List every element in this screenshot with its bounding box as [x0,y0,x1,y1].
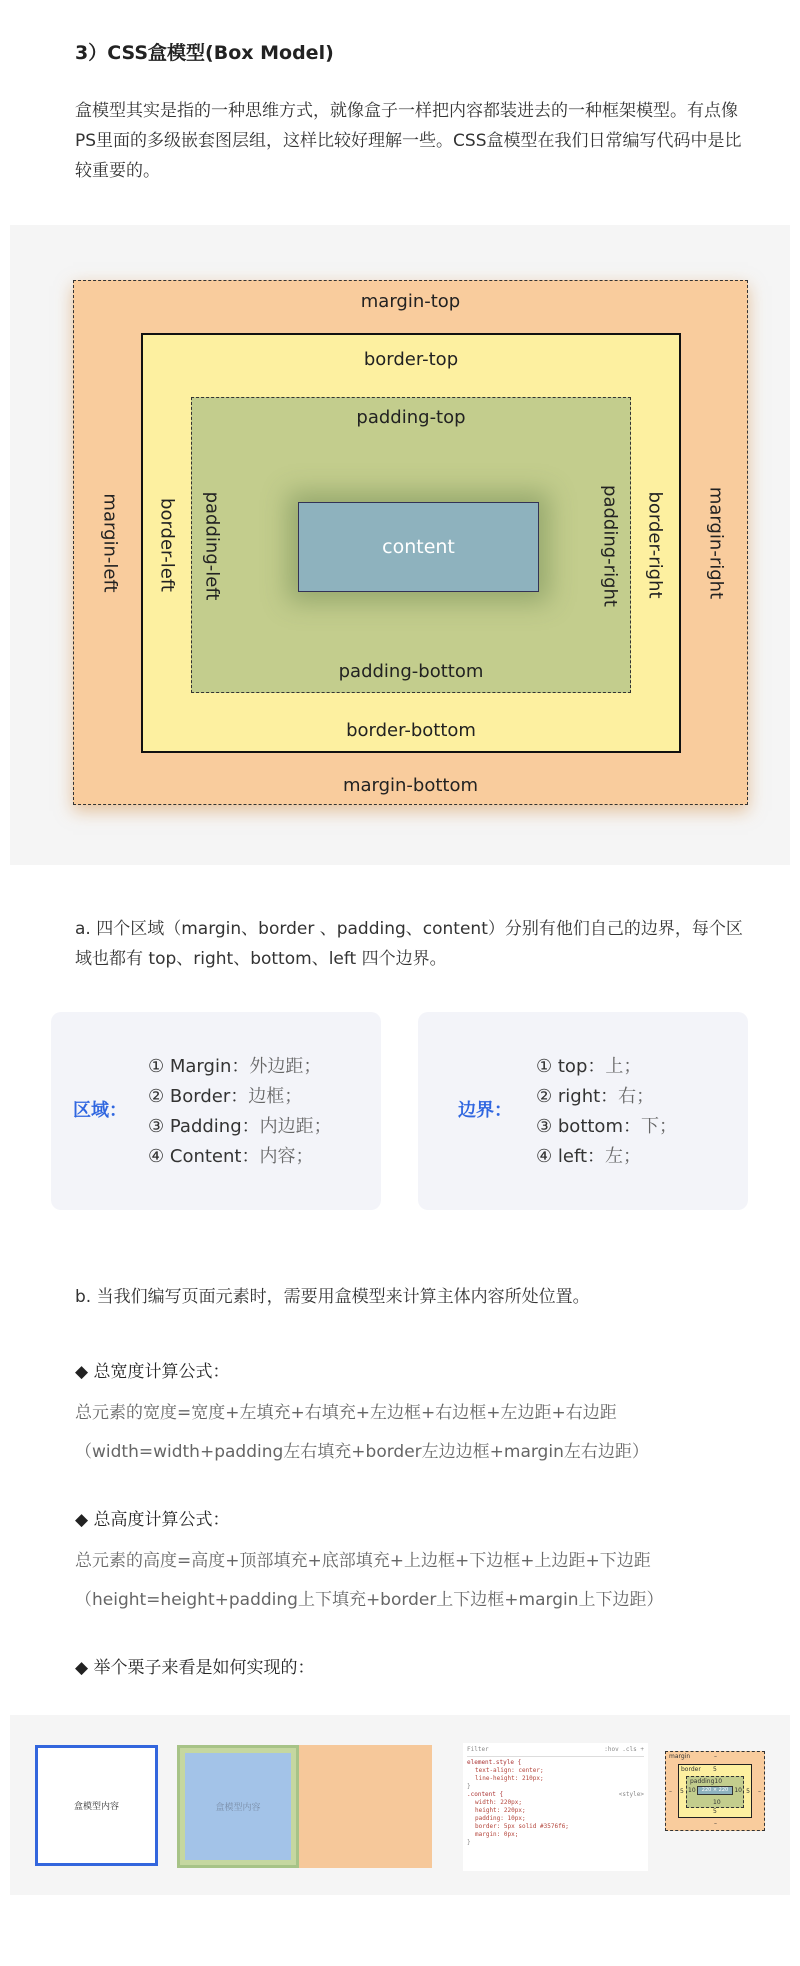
devtools-tools[interactable]: :hov .cls + [604,1746,644,1753]
intro-paragraph: 盒模型其实是指的一种思维方式，就像盒子一样把内容都装进去的一种框架模型。有点像PS里面的多级嵌套图层组，这样比较好理解一些。CSS盒模型在我们日常编写代码中是比较重要的。 [75,101,742,181]
mini-margin-left: – [669,1788,672,1795]
list-item: ② right：右； [536,1086,655,1107]
border-left-label: border-left [156,498,178,592]
list-item: ② Border：边框； [148,1086,303,1107]
mini-padding-label: padding10 [690,1778,723,1785]
example-box-rendered: 盒模型内容 [35,1745,158,1866]
code-property: width: 220px; [475,1799,522,1806]
code-source[interactable]: <style> [618,1791,644,1798]
height-formula: 总元素的高度=高度+顶部填充+底部填充+上边框+下边框+上边距+下边距 [75,1551,651,1571]
section-heading: 3）CSS盒模型(Box Model) [75,42,334,64]
areas-card [51,1012,381,1210]
margin-bottom-label: margin-bottom [342,775,479,796]
border-right-label: border-right [644,491,666,599]
height-formula-en: （height=height+padding上下填充+border上下边框+margin上下边距） [75,1590,664,1610]
mini-border [678,1764,752,1818]
mini-padding-bottom: 10 [713,1799,721,1806]
code-property: margin: 0px; [475,1831,519,1838]
mini-content: 220 × 220 [697,1786,733,1795]
code-close: } [467,1783,471,1790]
code-property: border: 5px solid #3576f6; [475,1823,569,1830]
list-item: ③ Padding：内边距； [148,1116,332,1137]
padding-bottom-label: padding-bottom [338,661,484,682]
height-formula-title: ◆ 总高度计算公式： [75,1510,230,1530]
example-content-highlight: 盒模型内容 [185,1753,291,1860]
code-selector: .content { [467,1791,504,1798]
code-close: } [467,1839,471,1846]
width-formula: 总元素的宽度=宽度+左填充+右填充+左边框+右边框+左边距+右边距 [75,1403,617,1423]
section-a-text: a. 四个区域（margin、border 、padding、content）分别有他们自己的边界，每个区域也都有 top、right、bottom、left 四个边界。 [75,919,743,969]
devtools-box-model [665,1751,765,1831]
areas-list [148,1052,332,1172]
code-property: padding: 10px; [475,1815,526,1822]
areas-key: 区域： [73,1100,127,1121]
padding-top-label: padding-top [356,407,466,428]
list-item: ① top：上； [536,1056,642,1077]
mini-margin-bottom: – [714,1820,717,1827]
padding-left-label: padding-left [201,491,223,601]
mini-margin-label: margin [669,1753,691,1760]
margin-left-label: margin-left [99,493,121,593]
bounds-key: 边界： [458,1100,512,1121]
mini-border-bottom: 5 [713,1808,717,1815]
box-model-diagram [10,225,790,865]
margin-right-label: margin-right [705,486,727,600]
code-selector: element.style { [467,1759,522,1766]
example-title: ◆ 举个栗子来看是如何实现的： [75,1658,315,1678]
list-item: ④ Content：内容； [148,1146,314,1167]
bounds-list [536,1052,677,1172]
padding-right-label: padding-right [599,485,621,607]
width-formula-en: （width=width+padding左右填充+border左边边框+margin左右边距） [75,1442,649,1462]
mini-padding-right: 10 [734,1787,742,1794]
bounds-card [418,1012,748,1210]
mini-padding-left: 10 [688,1787,696,1794]
section-b-text: b. 当我们编写页面元素时，需要用盒模型来计算主体内容所处位置。 [75,1287,590,1307]
mini-border-right: 5 [746,1788,750,1795]
mini-margin-right: – [758,1788,761,1795]
width-formula-title: ◆ 总宽度计算公式： [75,1362,230,1382]
mini-border-left: 5 [680,1788,684,1795]
code-property: text-align: center; [475,1767,544,1774]
mini-margin-top: – [714,1753,717,1760]
border-bottom-label: border-bottom [346,720,476,741]
margin-area [73,280,748,805]
filter-input[interactable]: Filter [467,1746,489,1753]
list-item: ③ bottom：下； [536,1116,677,1137]
padding-area [191,397,631,693]
mini-border-top: 5 [713,1766,717,1773]
devtools-styles-pane [463,1743,648,1871]
list-item: ① Margin：外边距； [148,1056,322,1077]
example-panel [10,1715,790,1895]
code-property: line-height: 210px; [475,1775,544,1782]
margin-top-label: margin-top [360,291,461,312]
example-padding-highlight [177,1745,299,1868]
border-area [141,333,681,753]
list-item: ④ left：左； [536,1146,642,1167]
code-property: height: 220px; [475,1807,526,1814]
mini-border-label: border [681,1766,701,1773]
border-top-label: border-top [363,349,459,370]
content-area: content [298,502,539,592]
mini-padding [686,1776,744,1808]
